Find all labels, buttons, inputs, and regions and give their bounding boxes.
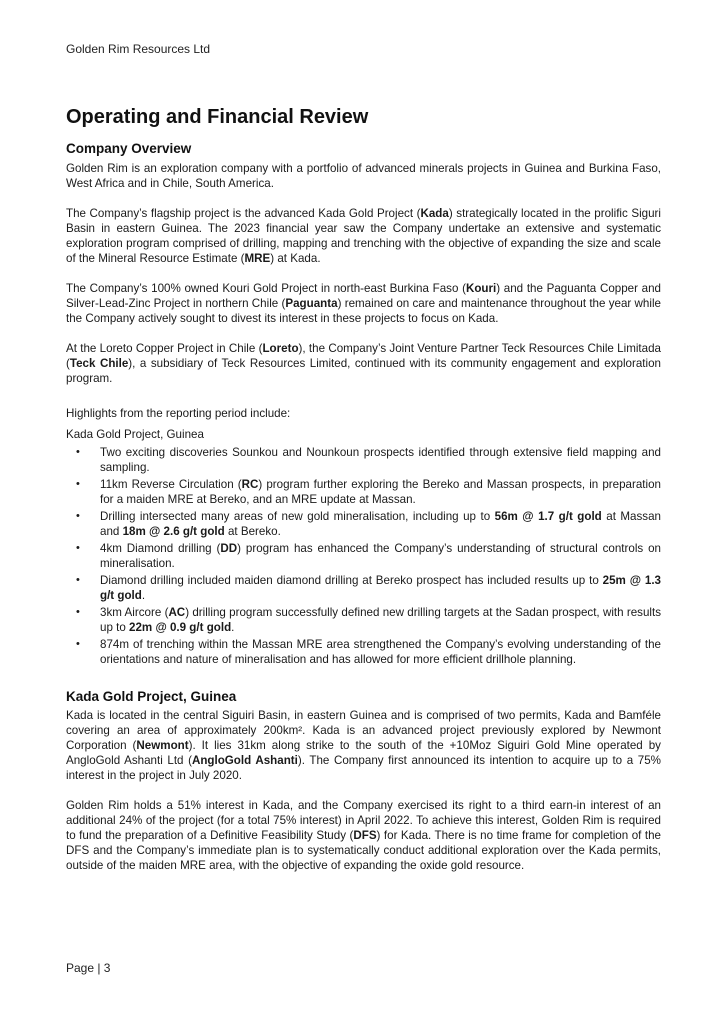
overview-paragraph-1: Golden Rim is an exploration company with a portfolio of advanced minerals projects in Guinea and Burkina Faso, West Africa and in Chile, South America. [66, 162, 661, 190]
text-run: at Massan and [100, 510, 661, 538]
list-item [66, 477, 661, 507]
page-number: Page | 3 [66, 961, 111, 975]
text-run: ), the Company’s Joint Venture Partner Teck Resources Chile Limitada ( [66, 342, 661, 370]
list-item [66, 541, 661, 571]
text-run: Drilling intersected many areas of new gold mineralisation, including up to [100, 510, 495, 523]
overview-paragraph-4 [66, 341, 661, 386]
kada-heading: Kada Gold Project, Guinea [66, 689, 237, 704]
text-run: Golden Rim holds a 51% interest in Kada, and the Company exercised its right to a third earn-in interest of an additional 24% of the project (for a total 75% interest) in April 2022. To achieve this interest, Golden Rim is required to fund the preparation of a Definitive Feasibility Study ( [66, 799, 661, 842]
text-run: . [141, 589, 146, 602]
text-run: Diamond drilling included maiden diamond drilling at Bereko prospect has included results up to [100, 574, 603, 587]
bold-term: AngloGold Ashanti [191, 754, 298, 767]
bold-term: Kada [420, 207, 449, 220]
list-item [66, 605, 661, 635]
bold-term: Loreto [262, 342, 299, 355]
highlights-list [66, 445, 661, 667]
kada-paragraph-2 [66, 798, 661, 873]
text-run: 11km Reverse Circulation ( [100, 478, 242, 491]
list-item: • Two exciting discoveries Sounkou and Nounkoun prospects identified through extensive field mapping and sampling. [66, 445, 661, 475]
bold-term: Paguanta [285, 297, 338, 310]
bold-term: Teck Chile [69, 357, 129, 370]
text-run: ) drilling program successfully defined new drilling targets at the Sadan prospect, with results up to [100, 606, 661, 634]
page-header: Golden Rim Resources Ltd [66, 42, 211, 56]
bold-term: DD [220, 542, 238, 555]
text-run: ) remained on care and maintenance throughout the year while the Company actively sought to divest its interest in these projects to focus on Kada. [66, 297, 661, 325]
document-body [66, 106, 661, 873]
company-overview-heading: Company Overview [66, 141, 192, 156]
text-run: ). It lies 31km along strike to the south of the +10Moz Siguiri Gold Mine operated by AngloGold Ashanti Ltd ( [66, 739, 661, 767]
bold-term: Kouri [465, 282, 497, 295]
text-run: At the Loreto Copper Project in Chile ( [66, 342, 263, 355]
text-run: ) for Kada. There is no time frame for completion of the DFS and the Company’s immediate plan is to systematically conduct additional exploration over the Kada permits, outside of the maiden MRE area, with the objective of expanding the oxide gold resource. [66, 829, 661, 872]
highlights-project: Kada Gold Project, Guinea [66, 428, 204, 441]
bold-term: 56m @ 1.7 g/t gold [494, 510, 602, 523]
bold-term: 18m @ 2.6 g/t gold [122, 525, 225, 538]
overview-paragraph-2 [66, 206, 661, 266]
bold-term: DFS [353, 829, 377, 842]
overview-paragraph-3 [66, 281, 661, 326]
list-item [66, 573, 661, 603]
bold-term: RC [241, 478, 259, 491]
text-run: ) program has enhanced the Company’s understanding of structural controls on mineralisation. [100, 542, 661, 570]
bold-term: MRE [244, 252, 271, 265]
highlights-intro: Highlights from the reporting period include: [66, 407, 291, 420]
text-run: ) and the Paguanta Copper and Silver-Lead-Zinc Project in northern Chile ( [66, 282, 662, 310]
list-item [66, 509, 661, 539]
bold-term: 25m @ 1.3 g/t gold [100, 574, 661, 602]
text-run: ), a subsidiary of Teck Resources Limited, continued with its community engagement and exploration program. [66, 357, 661, 385]
text-run: at Bereko. [224, 525, 281, 538]
text-run: Kada is located in the central Siguiri Basin, in eastern Guinea and is comprised of two permits, Kada and Bamféle covering an area of approximately 200km². Kada is an advanced project previously explored by Newmont Corporation ( [66, 709, 661, 752]
bold-term: Newmont [136, 739, 189, 752]
text-run: ) program further exploring the Bereko and Massan prospects, in preparation for a maiden MRE at Bereko, and an MRE update at Massan. [100, 478, 661, 506]
text-run: ) strategically located in the prolific Siguri Basin in eastern Guinea. The 2023 financial year saw the Company undertake an extensive and systematic exploration program comprised of drilling, mapping and trenching with the objective of expanding the size and scale of the Mineral Resource Estimate ( [66, 207, 661, 265]
text-run: 3km Aircore ( [100, 606, 169, 619]
list-item: • 874m of trenching within the Massan MRE area strengthened the Company’s evolving understanding of the orientations and nature of mineralisation and has allowed for more efficient drillhole planning. [66, 637, 661, 667]
text-run: ). The Company first announced its intention to acquire up to a 75% interest in the project in July 2020. [66, 754, 661, 782]
text-run: 4km Diamond drilling ( [100, 542, 221, 555]
bold-term: 22m @ 0.9 g/t gold [129, 621, 232, 634]
text-run: ) at Kada. [270, 252, 321, 265]
page-title: Operating and Financial Review [66, 106, 369, 128]
text-run: The Company’s 100% owned Kouri Gold Project in north-east Burkina Faso ( [66, 282, 466, 295]
bold-term: AC [168, 606, 186, 619]
text-run: . [231, 621, 235, 634]
kada-paragraph-1 [66, 708, 661, 783]
text-run: The Company’s flagship project is the advanced Kada Gold Project ( [66, 207, 421, 220]
